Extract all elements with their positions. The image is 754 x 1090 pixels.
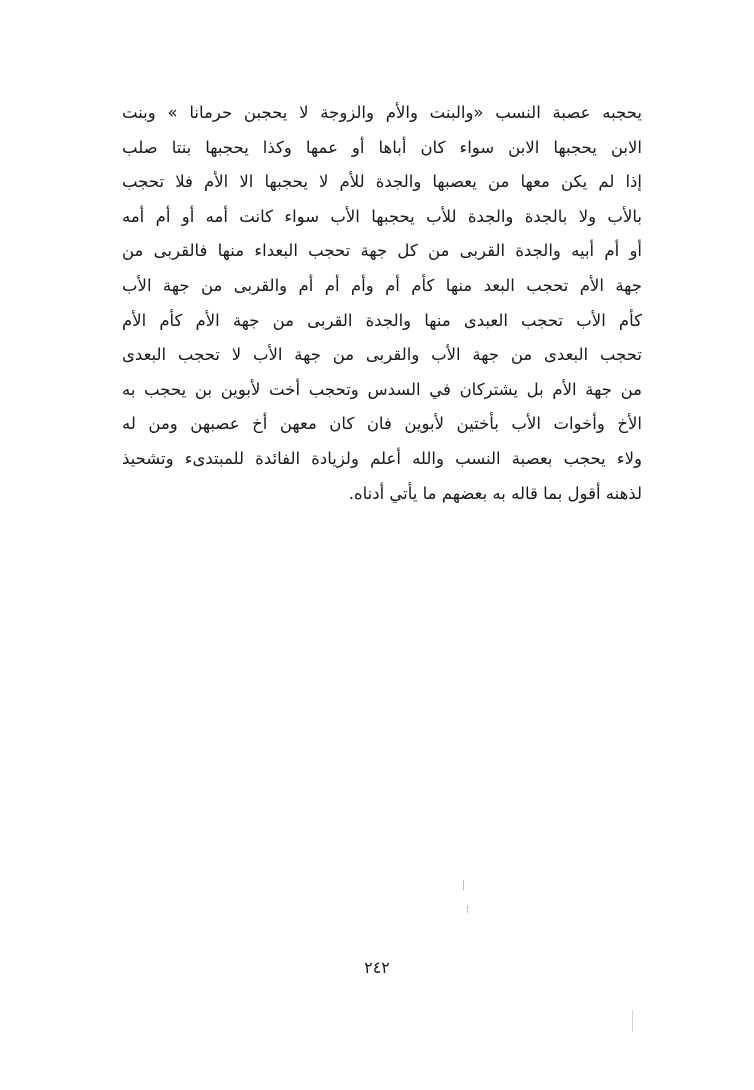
body-text: [122, 96, 642, 511]
scan-speck: [632, 1010, 633, 1032]
text-line-9: من جهة الأم بل يشتركان في السدس وتحجب أخت لأبوين بن يحجب به: [122, 379, 642, 399]
scan-speck: [463, 880, 464, 890]
text-line-11: ولاء يحجب بعصبة النسب والله أعلم ولزيادة الفائدة للمبتدىء وتشحيذ: [122, 448, 642, 468]
text-line-3: إذا لم يكن معها من يعصبها والجدة للأم لا يحجبها الا الأم فلا تحجب: [122, 172, 642, 192]
page-number: ٢٤٢: [364, 958, 390, 977]
text-line-10: الأخ وأخوات الأب بأختين لأبوين فان كان معهن أخ عصبهن ومن له: [122, 414, 642, 434]
text-line-1: يحجبه عصبة النسب «والبنت والأم والزوجة لا يحجبن حرمانا » وبنت: [122, 103, 642, 122]
text-line-8: تحجب البعدى من جهة الأب والقربى من جهة الأب لا تحجب البعدى: [122, 345, 642, 365]
text-line-12: لذهنه أقول بما قاله به بعضهم ما يأتي أدناه.: [348, 483, 642, 503]
text-line-2: الابن يحجبها الابن سواء كان أباها أو عمها وكذا يحجبها بنتا صلب: [122, 137, 642, 157]
text-line-5: أو أم أبيه والجدة القربى من كل جهة تحجب البعداء منها فالقربى من: [122, 241, 642, 261]
text-line-4: بالأب ولا بالجدة والجدة للأب يحجبها الأب سواء كانت أمه أو أم أمه: [122, 206, 642, 226]
text-line-6: جهة الأم تحجب البعد منها كأم أم وأم أم أم والقربى من جهة الأب: [122, 275, 642, 295]
text-line-7: كأم الأب تحجب العبدى منها والجدة القربى من جهة الأم كأم الأم: [122, 310, 642, 330]
scan-speck: [467, 905, 468, 913]
